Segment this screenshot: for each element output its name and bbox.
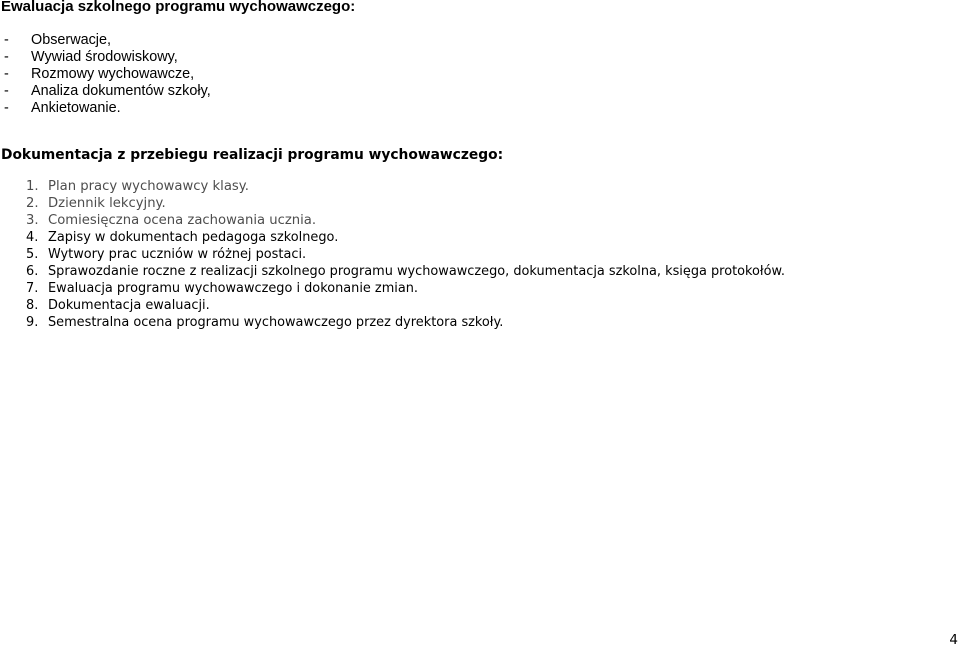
list-item	[26, 297, 785, 314]
list-number: 7.	[26, 281, 39, 296]
list-item-text: Wytwory prac uczniów w różnej postaci.	[48, 247, 307, 262]
list-dash: -	[4, 49, 9, 65]
list-item-text: Plan pracy wychowawcy klasy.	[48, 179, 249, 194]
list-item	[26, 246, 785, 263]
list-item	[26, 229, 785, 246]
list-dash: -	[4, 83, 9, 99]
list-item	[26, 212, 316, 229]
list-item	[4, 49, 211, 66]
list-item	[26, 178, 316, 195]
list-item-text: Wywiad środowiskowy,	[31, 49, 178, 65]
list-number: 9.	[26, 315, 39, 330]
list-item-text: Analiza dokumentów szkoły,	[31, 83, 211, 99]
list-number: 4.	[26, 230, 39, 245]
list-item	[26, 195, 316, 212]
list-item-text: Comiesięczna ocena zachowania ucznia.	[48, 213, 317, 228]
evaluation-methods-list	[4, 32, 211, 117]
list-item	[26, 280, 785, 297]
list-item-text: Ankietowanie.	[31, 100, 121, 116]
list-item-text: Zapisy w dokumentach pedagoga szkolnego.	[48, 230, 339, 245]
list-item-text: Obserwacje,	[31, 32, 111, 48]
list-dash: -	[4, 66, 9, 82]
page-number: 4	[949, 632, 958, 648]
list-item	[26, 263, 785, 280]
list-number: 1.	[26, 179, 39, 194]
list-number: 8.	[26, 298, 39, 313]
list-item	[4, 66, 211, 83]
list-number: 2.	[26, 196, 39, 211]
list-item	[4, 32, 211, 49]
list-item-text: Rozmowy wychowawcze,	[31, 66, 195, 82]
list-item-text: Sprawozdanie roczne z realizacji szkolnego programu wychowawczego, dokumentacja szkolna, księga protokołów.	[48, 264, 785, 279]
list-item	[4, 83, 211, 100]
list-item-text: Ewaluacja programu wychowawczego i dokonanie zmian.	[48, 281, 419, 296]
list-dash: -	[4, 32, 9, 48]
list-dash: -	[4, 100, 9, 116]
list-number: 5.	[26, 247, 39, 262]
list-item-text: Semestralna ocena programu wychowawczego przez dyrektora szkoły.	[48, 315, 504, 330]
documentation-heading: Dokumentacja z przebiegu realizacji programu wychowawczego:	[1, 147, 504, 163]
evaluation-heading: Ewaluacja szkolnego programu wychowawczego:	[1, 0, 356, 15]
list-number: 6.	[26, 264, 39, 279]
documentation-list-part-2	[26, 229, 785, 331]
list-item-text: Dziennik lekcyjny.	[48, 196, 166, 211]
list-item	[4, 100, 211, 117]
list-item	[26, 314, 785, 331]
list-number: 3.	[26, 213, 39, 228]
documentation-list-part-1	[26, 178, 316, 229]
list-item-text: Dokumentacja ewaluacji.	[48, 298, 210, 313]
